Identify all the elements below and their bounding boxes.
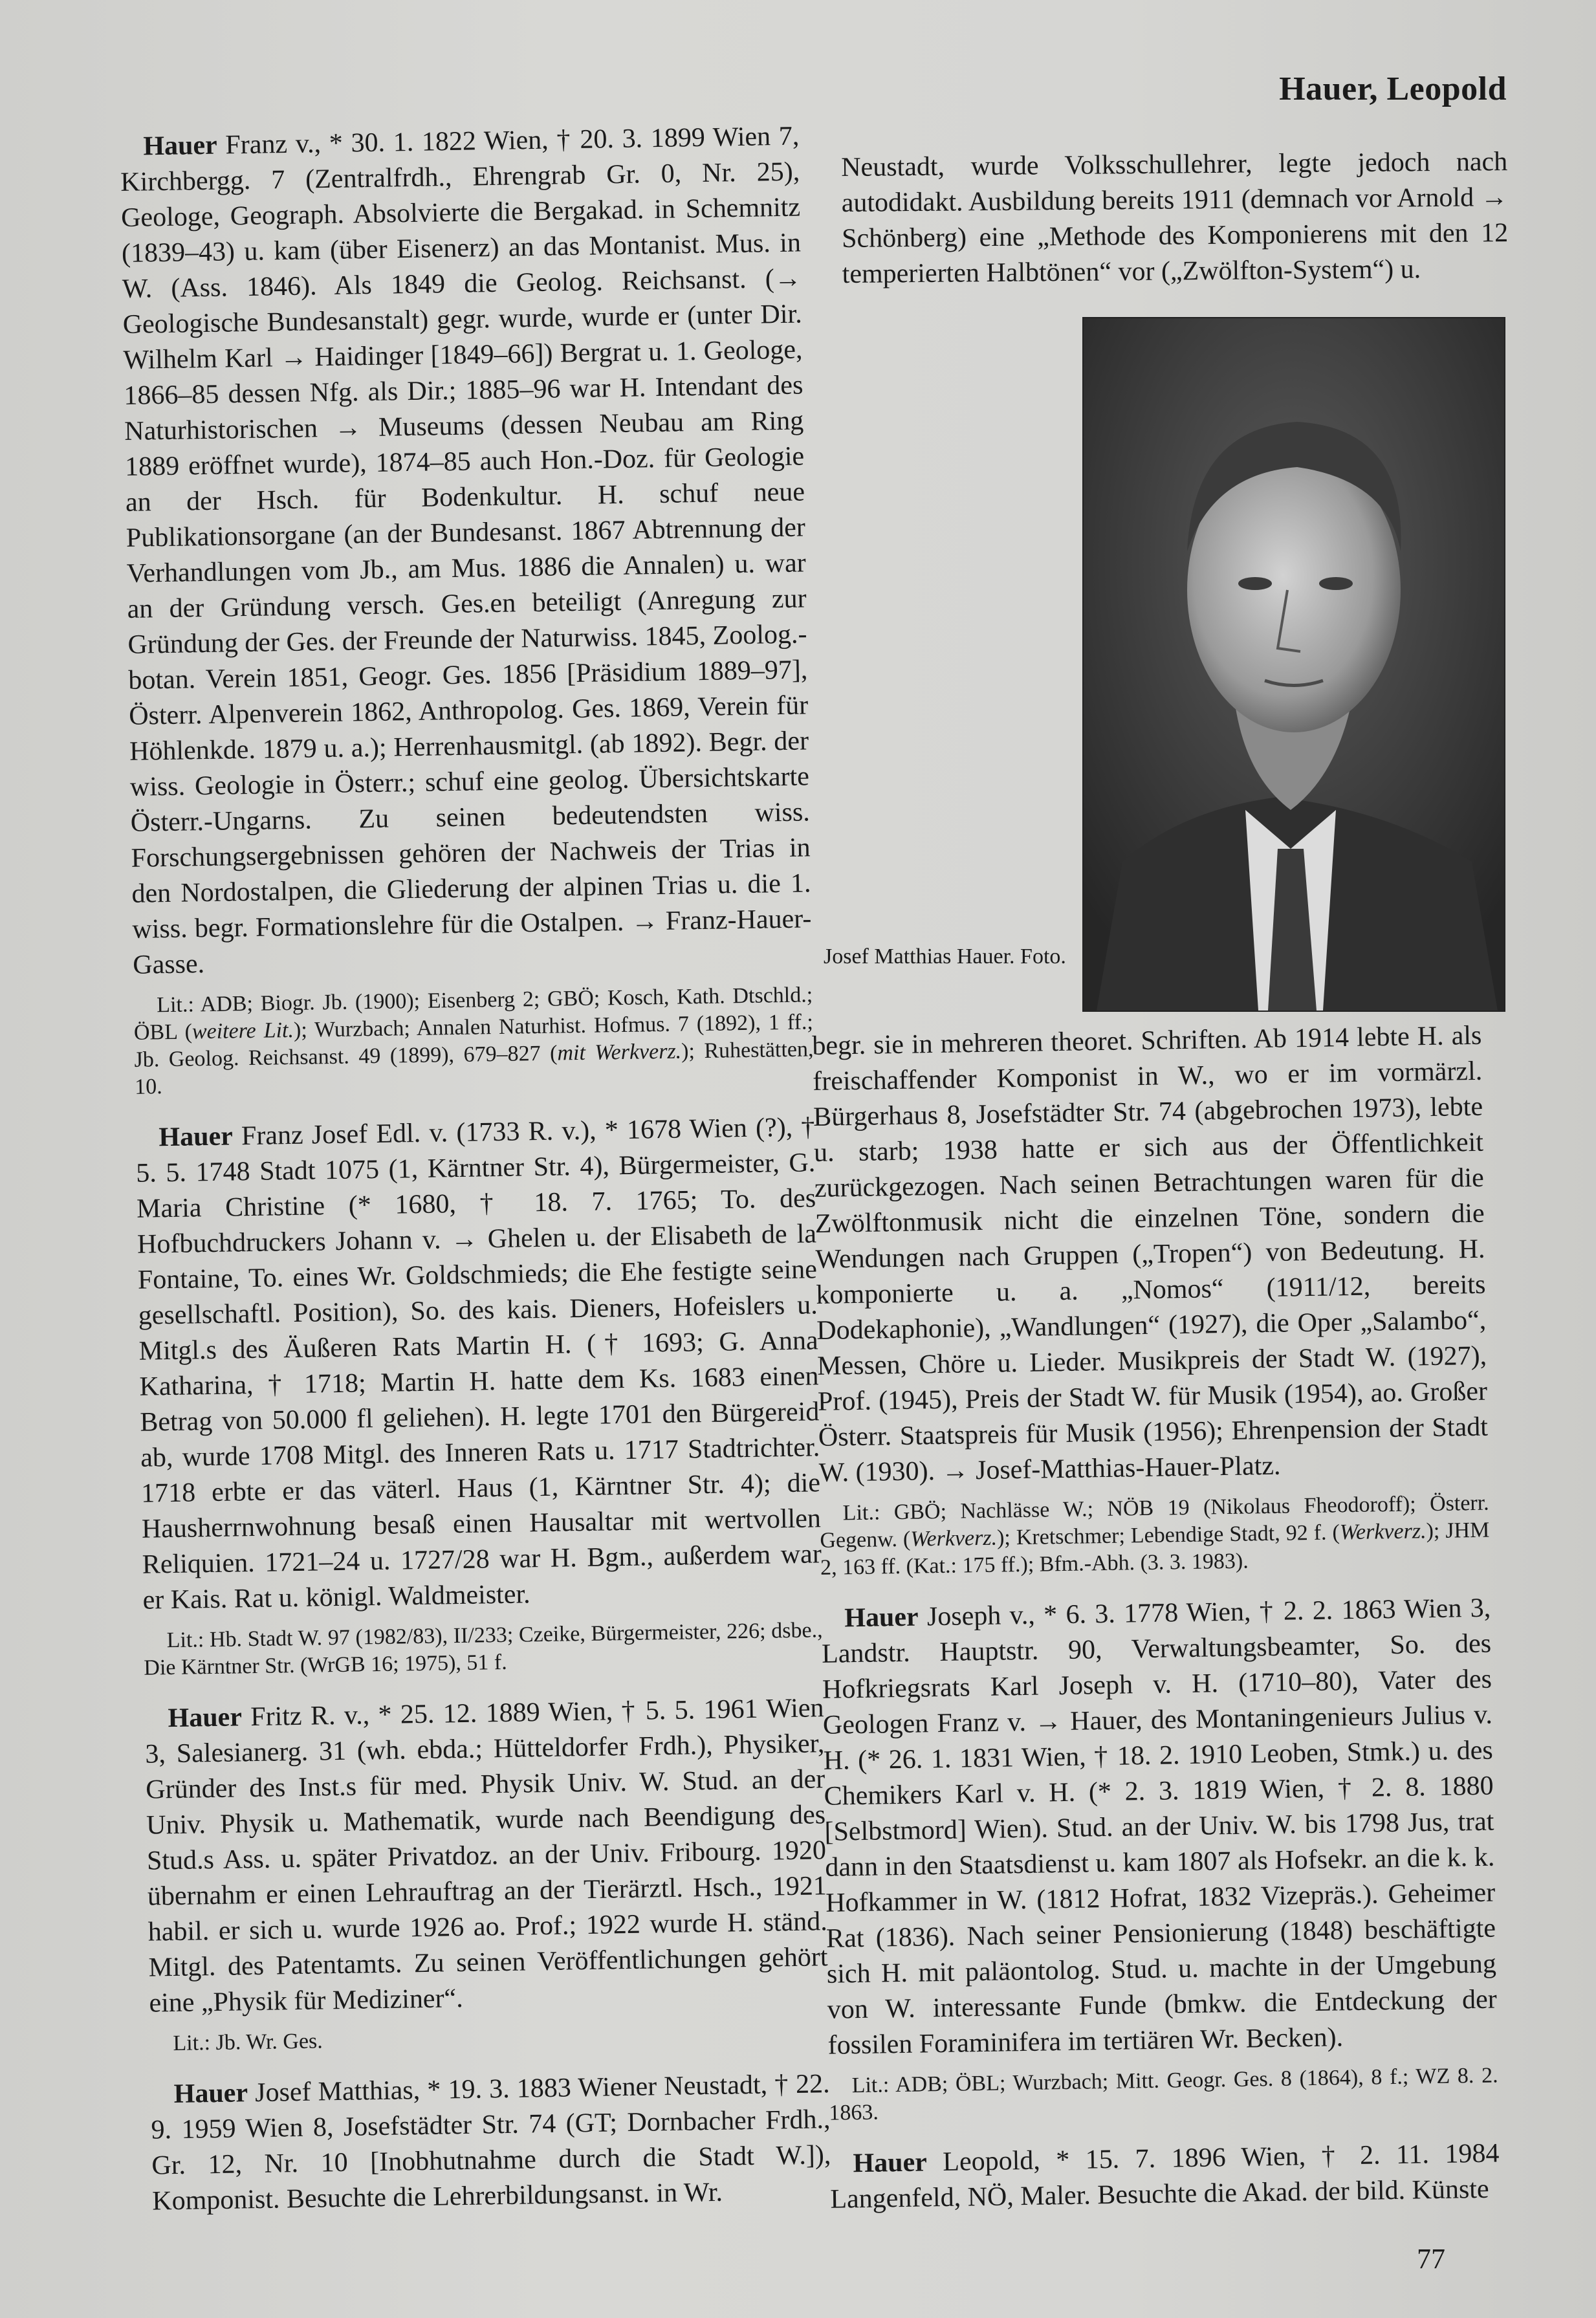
entry-headword: Hauer <box>844 1602 919 1634</box>
entry-headword: Hauer <box>168 1702 243 1734</box>
page-number: 77 <box>1417 2243 1445 2275</box>
portrait-photo <box>1082 317 1505 1012</box>
entry-text: Franz Josef Edl. v. (1733 R. v.), * 1678 Wien (?), † 5. 5. 1748 Stadt 1075 (1, Kärntner Str. 4), Bürgermeister, G. Maria Christine (* 1680, † 18. 7. 1765; To. des Hofbuchdruckers Johann v. → Ghelen u. der Elisabeth de la Fontaine, To. eines Wr. Goldschmieds; die Ehe festigte seine gesellschaftl. Position), So. des kais. Dieners, Hofeislers u. Mitgl.s des Äußeren Rats Martin H. († 1693; G. Anna Katharina, † 1718; Martin H. hatte dem Ks. 1683 einen Betrag von 50.000 fl geliehen). H. legte 1701 den Bürgereid ab, wurde 1708 Mitgl. des Inneren Rats u. 1717 Stadtrichter. 1718 erbte er das väterl. Haus (1, Kärntner Str. 4); die Hausherrnwohnung besaß einen Hausaltar mit wertvollen Reliquien. 1721–24 u. 1727/28 war H. Bgm., außerdem war er Kais. Rat u. königl. Waldmeister. <box>135 1112 822 1615</box>
entry-literature: Lit.: Jb. Wr. Ges. <box>173 2029 323 2056</box>
left-column <box>120 119 832 2229</box>
entry-headword: Hauer <box>159 1121 234 1153</box>
right-column-top <box>841 144 1509 301</box>
entry-headword: Hauer <box>173 2078 248 2110</box>
entry-continuation: begr. sie in mehreren theoret. Schriften. Ab 1914 lebte H. als freischaffender Komponist in W., wo er im vormärzl. Bürgerhaus 8, Josefstädter Str. 74 (abgebrochen 1973), lebte u. starb; 1938 hatte er sich aus der Öffentlichkeit zurückgezogen. Nach seinen Betrachtungen waren für die Zwölftonmusik nicht die einzelnen Töne, sondern die Wendungen nach Gruppen („Tropen“) von Bedeutung. H. komponierte u. a. „Nomos“ (1911/12, bereits Dodekaphonie), „Wandlungen“ (1927), die Oper „Salambo“, Messen, Chöre u. Lieder. Musikpreis der Stadt W. (1927), Prof. (1945), Preis der Stadt W. für Musik (1954), ao. Großer Österr. Staatspreis für Musik (1956); Ehrenpension der Stadt W. (1930). → Josef-Matthias-Hauer-Platz. <box>812 1020 1489 1488</box>
entry-text: Franz v., * 30. 1. 1822 Wien, † 20. 3. 1899 Wien 7, Kirchbergg. 7 (Zentralfrdh., Ehrengrab Gr. 0, Nr. 25), Geologe, Geograph. Absolvierte die Bergakad. in Schemnitz (1839–43) u. kam (über Eisenerz) an das Montanist. Mus. in W. (Ass. 1846). Als 1849 die Geolog. Reichsanst. (→ Geologische Bundesanstalt) gegr. wurde, wurde er (unter Dir. Wilhelm Karl → Haidinger [1849–66]) Bergrat u. 1. Geologe, 1866–85 dessen Nfg. als Dir.; 1885–96 war H. Intendant des Naturhistorischen → Museums (dessen Neubau am Ring 1889 eröffnet wurde), 1874–85 auch Hon.-Doz. für Geologie an der Hsch. für Bodenkultur. H. schuf neue Publikationsorgane (an der Bundesanst. 1867 Abtrennung der Verhandlungen vom Jb., am Mus. 1886 die Annalen) u. war an der Gründung versch. Ges.en beteiligt (Anregung zur Gründung der Ges. der Freunde der Naturwiss. 1845, Zoolog.-botan. Verein 1851, Geogr. Ges. 1856 [Präsidium 1889–97], Österr. Alpenverein 1862, Anthropolog. Ges. 1869, Verein für Höhlenkde. 1879 u. a.); Herrenhausmitgl. (ab 1892). Begr. der wiss. Geologie in Österr.; schuf eine geolog. Übersichtskarte Österr.-Ungarns. Zu seinen bedeutendsten wiss. Forschungsergebnissen gehören der Nachweis der Trias in den Nordostalpen, die Gliederung der alpinen Trias u. die 1. wiss. begr. Formationslehre für die Ostalpen. → Franz-Hauer-Gasse. <box>120 121 812 980</box>
entry-text: Josef Matthias, * 19. 3. 1883 Wiener Neustadt, † 22. 9. 1959 Wien 8, Josefstädter Str. 74 (GT; Dornbacher Frdh., Gr. 12, Nr. 10 [Inobhutnahme durch die Stadt W.]), Komponist. Besuchte die Lehrerbildungsanst. in Wr. <box>151 2069 831 2216</box>
running-head: Hauer, Leopold <box>1279 71 1507 107</box>
entry-literature: Lit.: GBÖ; Nachlässe W.; NÖB 19 (Nikolaus Fheodoroff); Österr. Gegenw. (Werkverz.); Kretschmer; Lebendige Stadt, 92 f. (Werkverz.); JHM 2, 163 ff. (Kat.: 175 ff.); Bfm.-Abh. (3. 3. 1983). <box>820 1491 1490 1580</box>
entry-franz-josef-hauer <box>135 1110 822 1618</box>
entry-text: Leopold, * 15. 7. 1896 Wien, † 2. 11. 1984 Langenfeld, NÖ, Maler. Besuchte die Akad. der bild. Künste <box>830 2138 1500 2214</box>
photo-caption: Josef Matthias Hauer. Foto. <box>824 945 1066 968</box>
entry-fritz-hauer <box>144 1690 829 2021</box>
entry-literature: Lit.: ADB; Biogr. Jb. (1900); Eisenberg 2; GBÖ; Kosch, Kath. Dtschld.; ÖBL (weitere Lit.); Wurzbach; Annalen Naturhist. Hofmus. 7 (1892), 1 ff.; Jb. Geolog. Reichsanst. 49 (1899), 679–827 (mit Werkverz.); Ruhestätten, 10. <box>133 983 814 1099</box>
entry-franz-hauer <box>120 119 813 983</box>
portrait-image <box>1084 318 1504 1011</box>
entry-leopold-hauer <box>829 2136 1500 2218</box>
entry-continuation: Neustadt, wurde Volksschullehrer, legte jedoch nach autodidakt. Ausbildung bereits 1911 (demnach vor Arnold → Schönberg) eine „Methode des Komponierens mit den 12 temperierten Halbtönen“ vor („Zwölfton-System“) u. <box>841 147 1509 289</box>
right-column <box>812 1018 1500 2227</box>
entry-literature: Lit.: ADB; ÖBL; Wurzbach; Mitt. Geogr. Ges. 8 (1864), 8 f.; WZ 8. 2. 1863. <box>829 2063 1498 2125</box>
entry-joseph-hauer <box>821 1591 1498 2064</box>
entry-text: Fritz R. v., * 25. 12. 1889 Wien, † 5. 5. 1961 Wien 3, Salesianerg. 31 (wh. ebda.; Hütteldorfer Frdh.), Physiker, Gründer des Inst.s für med. Physik Univ. W. Stud. an der Univ. Physik u. Mathematik, wurde nach Beendigung des Stud.s Ass. u. später Privatdoz. an der Univ. Fribourg. 1920 übernahm er einen Lehrauftrag an der Tierärztl. Hsch., 1921 habil. er sich u. wurde 1926 ao. Prof.; 1922 wurde H. ständ. Mitgl. des Patentamts. Zu seinen Veröffentlichungen gehört eine „Physik für Mediziner“. <box>145 1693 828 2018</box>
entry-headword: Hauer <box>143 130 218 162</box>
entry-literature: Lit.: Hb. Stadt W. 97 (1982/83), II/233; Czeike, Bürgermeister, 226; dsbe., Die Kärntner Str. (WrGB 16; 1975), 51 f. <box>144 1618 823 1680</box>
entry-headword: Hauer <box>853 2147 928 2179</box>
entry-josef-matthias-hauer <box>150 2066 831 2219</box>
entry-text: Joseph v., * 6. 3. 1778 Wien, † 2. 2. 1863 Wien 3, Landstr. Hauptstr. 90, Verwaltungsbeamter, So. des Hofkriegsrats Karl Joseph v. H. (1710–80), Vater des Geologen Franz v. → Hauer, des Montaningenieurs Julius v. H. (* 26. 1. 1831 Wien, † 18. 2. 1910 Leoben, Stmk.) u. des Chemikers Karl v. H. (* 2. 3. 1819 Wien, † 2. 8. 1880 [Selbstmord] Wien). Stud. an der Univ. W. bis 1798 Jus, trat dann in den Staatsdienst u. kam 1807 als Hofsekr. an die k. k. Hofkammer in W. (1812 Hofrat, 1832 Vizepräs.). Geheimer Rat (1836). Nach seiner Pensionierung (1848) beschäftigte sich H. mit paläontolog. Stud. u. machte in der Umgebung von W. interessante Funde (bmkw. die Entdeckung der fossilen Foraminifera im tertiären Wr. Becken). <box>821 1593 1498 2061</box>
